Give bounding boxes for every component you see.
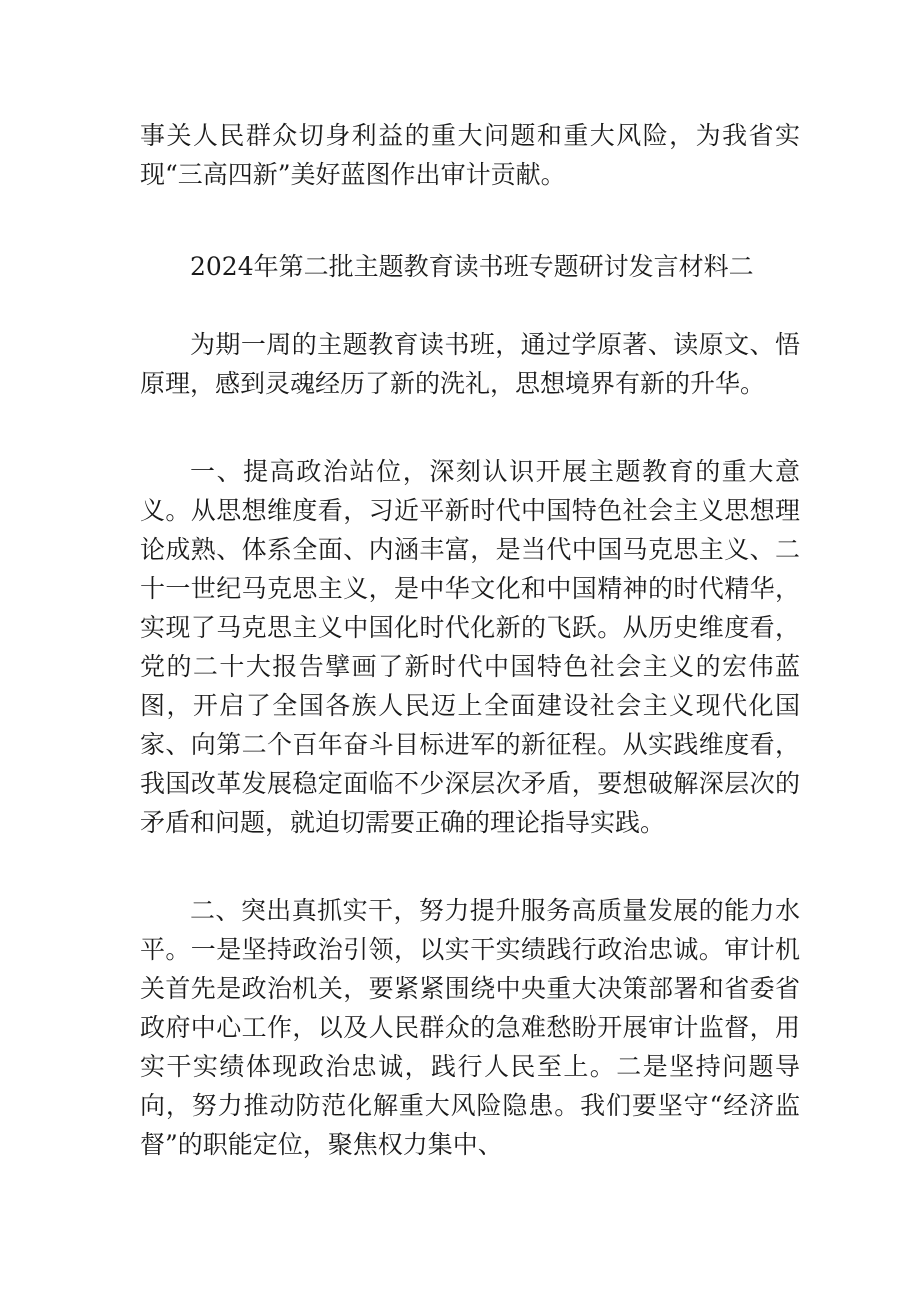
intro-paragraph: 为期一周的主题教育读书班，通过学原著、读原文、悟原理，感到灵魂经历了新的洗礼，思想境界有新的升华。 [140,330,800,398]
section-title: 2024年第二批主题教育读书班专题研讨发言材料二 [190,252,754,281]
point-two-paragraph: 二、突出真抓实干，努力提升服务高质量发展的能力水平。一是坚持政治引领，以实干实绩践行政治忠诚。审计机关首先是政治机关，要紧紧围绕中央重大决策部署和省委省政府中心工作，以及人民群众的急难愁盼开展审计监督，用实干实绩体现政治忠诚，践行人民至上。二是坚持问题导向，努力推动防范化解重大风险隐患。我们要坚守“经济监督”的职能定位，聚焦权力集中、 [140,896,800,1159]
point-one-paragraph: 一、提高政治站位，深刻认识开展主题教育的重大意义。从思想维度看，习近平新时代中国特色社会主义思想理论成熟、体系全面、内涵丰富，是当代中国马克思主义、二十一世纪马克思主义，是中华文化和中国精神的时代精华，实现了马克思主义中国化时代化新的飞跃。从历史维度看，党的二十大报告擘画了新时代中国特色社会主义的宏伟蓝图，开启了全国各族人民迈上全面建设社会主义现代化国家、向第二个百年奋斗目标进军的新征程。从实践维度看，我国改革发展稳定面临不少深层次矛盾，要想破解深层次的矛盾和问题，就迫切需要正确的理论指导实践。 [140,457,800,837]
paragraph-continuation: 事关人民群众切身利益的重大问题和重大风险，为我省实现“三高四新”美好蓝图作出审计贡献。 [140,121,800,189]
